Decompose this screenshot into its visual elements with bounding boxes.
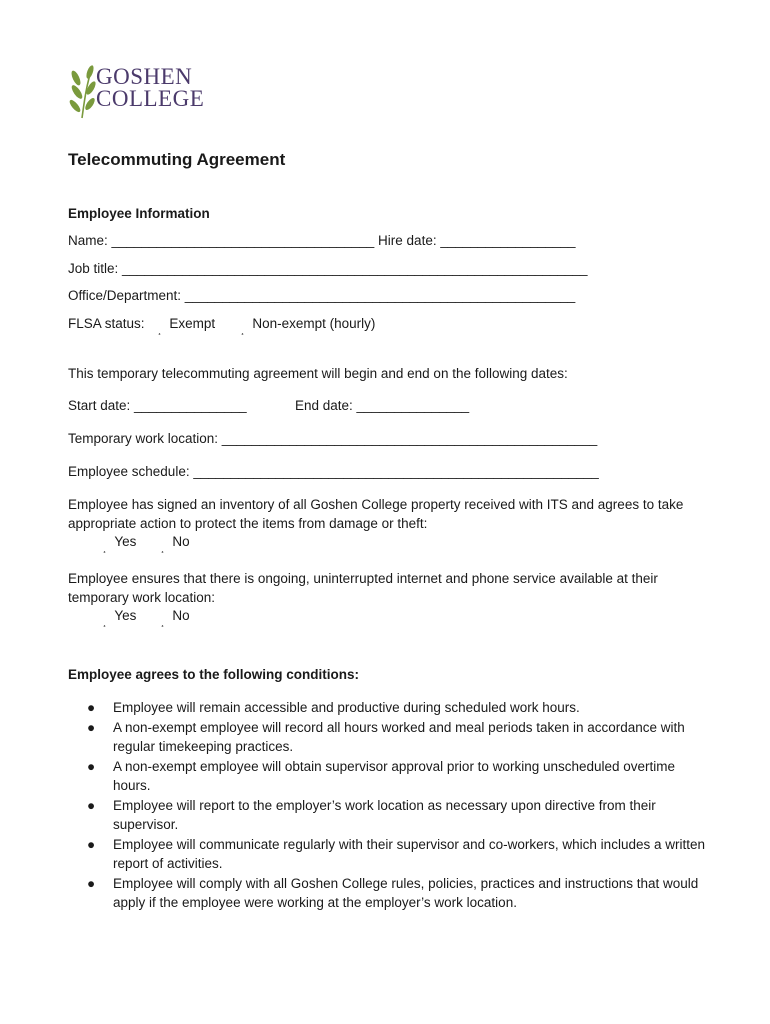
logo-line-2: COLLEGE [96, 86, 205, 111]
schedule-field[interactable]: Employee schedule: ______________________________________________________ [68, 464, 599, 479]
conditions-heading: Employee agrees to the following conditions: [68, 667, 360, 682]
dates-intro: This temporary telecommuting agreement will begin and end on the following dates: [68, 366, 568, 381]
inventory-no-option[interactable] [161, 534, 190, 554]
list-item [68, 718, 708, 757]
end-date-field[interactable]: End date: _______________ [295, 398, 470, 413]
work-location-field[interactable]: Temporary work location: __________________________________________________ [68, 431, 598, 446]
bullet-icon: ● [87, 875, 96, 891]
employee-info-heading: Employee Information [68, 206, 210, 221]
bullet-icon: ● [87, 758, 96, 774]
checkbox-icon[interactable]: ¸ [161, 617, 165, 628]
start-date-field[interactable]: Start date: _______________ [68, 398, 247, 413]
flsa-nonexempt-option[interactable] [241, 316, 375, 336]
internet-yes-option[interactable] [103, 608, 136, 628]
checkbox-icon[interactable]: ¸ [241, 325, 245, 336]
internet-no-label: No [172, 608, 190, 623]
inventory-yes-label: Yes [114, 534, 137, 549]
condition-text: Employee will report to the employer’s work location as necessary upon directive from their supervisor. [113, 797, 656, 832]
condition-text: A non-exempt employee will obtain supervisor approval prior to working unscheduled overtime hours. [113, 758, 676, 793]
inventory-question: Employee has signed an inventory of all Goshen College property received with ITS and agrees to take appropriate action to protect the items from damage or theft: [68, 497, 684, 531]
condition-text: Employee will remain accessible and productive during scheduled work hours. [113, 700, 580, 715]
checkbox-icon[interactable]: ¸ [103, 617, 107, 628]
bullet-icon: ● [87, 836, 96, 852]
inventory-yes-option[interactable] [103, 534, 136, 554]
internet-yes-label: Yes [114, 608, 137, 623]
condition-text: A non-exempt employee will record all hours worked and meal periods taken in accordance with regular timekeeping practices. [113, 719, 685, 754]
job-title-field[interactable]: Job title: ______________________________________________________________ [68, 261, 588, 276]
condition-text: Employee will communicate regularly with their supervisor and co-workers, which includes a written report of activities. [113, 836, 705, 871]
flsa-exempt-label: Exempt [169, 316, 216, 331]
flsa-exempt-option[interactable] [158, 316, 215, 336]
flsa-label: FLSA status: [68, 316, 145, 331]
bullet-icon: ● [87, 719, 96, 735]
page-title: Telecommuting Agreement [68, 150, 286, 169]
checkbox-icon[interactable]: ¸ [161, 543, 165, 554]
office-field[interactable]: Office/Department: ____________________________________________________ [68, 288, 576, 303]
list-item [68, 757, 708, 796]
college-logo-wordmark [96, 66, 204, 110]
flsa-nonexempt-label: Non-exempt (hourly) [252, 316, 376, 331]
conditions-list [68, 698, 708, 913]
list-item [68, 874, 708, 913]
name-field[interactable]: Name: ___________________________________ Hire date: __________________ [68, 233, 576, 248]
logo-line-1: GOSHEN [96, 64, 193, 89]
condition-text: Employee will comply with all Goshen College rules, policies, practices and instructions that would apply if the employee were working at the employer’s work location. [113, 875, 699, 910]
list-item [68, 796, 708, 835]
internet-question: Employee ensures that there is ongoing, uninterrupted internet and phone service available at their temporary work location: [68, 571, 658, 605]
list-item [68, 698, 708, 718]
inventory-no-label: No [172, 534, 190, 549]
checkbox-icon[interactable]: ¸ [158, 325, 162, 336]
bullet-icon: ● [87, 700, 96, 715]
checkbox-icon[interactable]: ¸ [103, 543, 107, 554]
list-item [68, 835, 708, 874]
internet-no-option[interactable] [161, 608, 190, 628]
bullet-icon: ● [87, 797, 96, 813]
